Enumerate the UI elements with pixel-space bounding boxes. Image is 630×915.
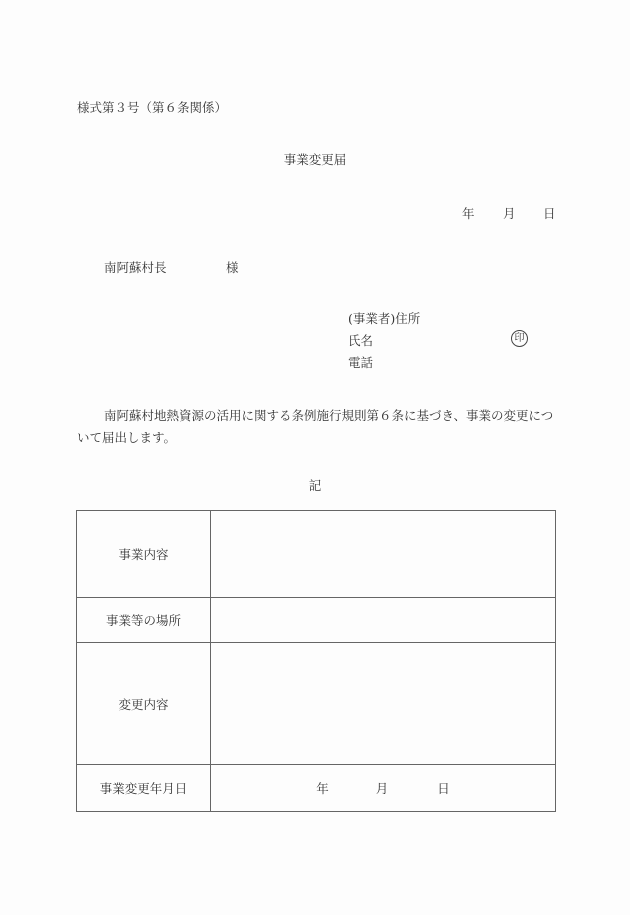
table-row [77,511,556,598]
table-row [77,765,556,812]
row-label: 事業等の場所 [77,598,211,643]
change-date-year: 年 [316,781,329,796]
change-content-field[interactable] [211,643,556,765]
details-table [76,510,556,812]
row-label: 事業変更年月日 [77,765,211,812]
change-date-day: 日 [437,781,450,796]
recipient-honorific: 様 [226,260,239,275]
change-date-field[interactable] [211,765,556,812]
applicant-address-label: (事業者)住所 [348,311,421,326]
body-text: 南阿蘇村地熱資源の活用に関する条例施行規則第６条に基づき、事業の変更について届出します。 [77,408,554,445]
table-row [77,598,556,643]
row-label: 変更内容 [77,643,211,765]
date-year-label: 年 [462,206,475,221]
recipient-name: 南阿蘇村長 [104,260,167,275]
date-month-label: 月 [503,206,516,221]
seal-icon: 印 [511,330,528,347]
date-day-label: 日 [543,206,556,221]
form-number: 様式第３号（第６条関係） [77,100,228,115]
business-location-field[interactable] [211,598,556,643]
table-row [77,643,556,765]
business-content-field[interactable] [211,511,556,598]
row-label: 事業内容 [77,511,211,598]
applicant-phone-label: 電話 [348,355,374,370]
change-date-month: 月 [375,781,389,796]
document-title: 事業変更届 [283,152,347,167]
body-paragraph [77,405,557,449]
applicant-name-label: 氏名 [348,333,374,348]
notice-heading: 記 [308,478,322,493]
